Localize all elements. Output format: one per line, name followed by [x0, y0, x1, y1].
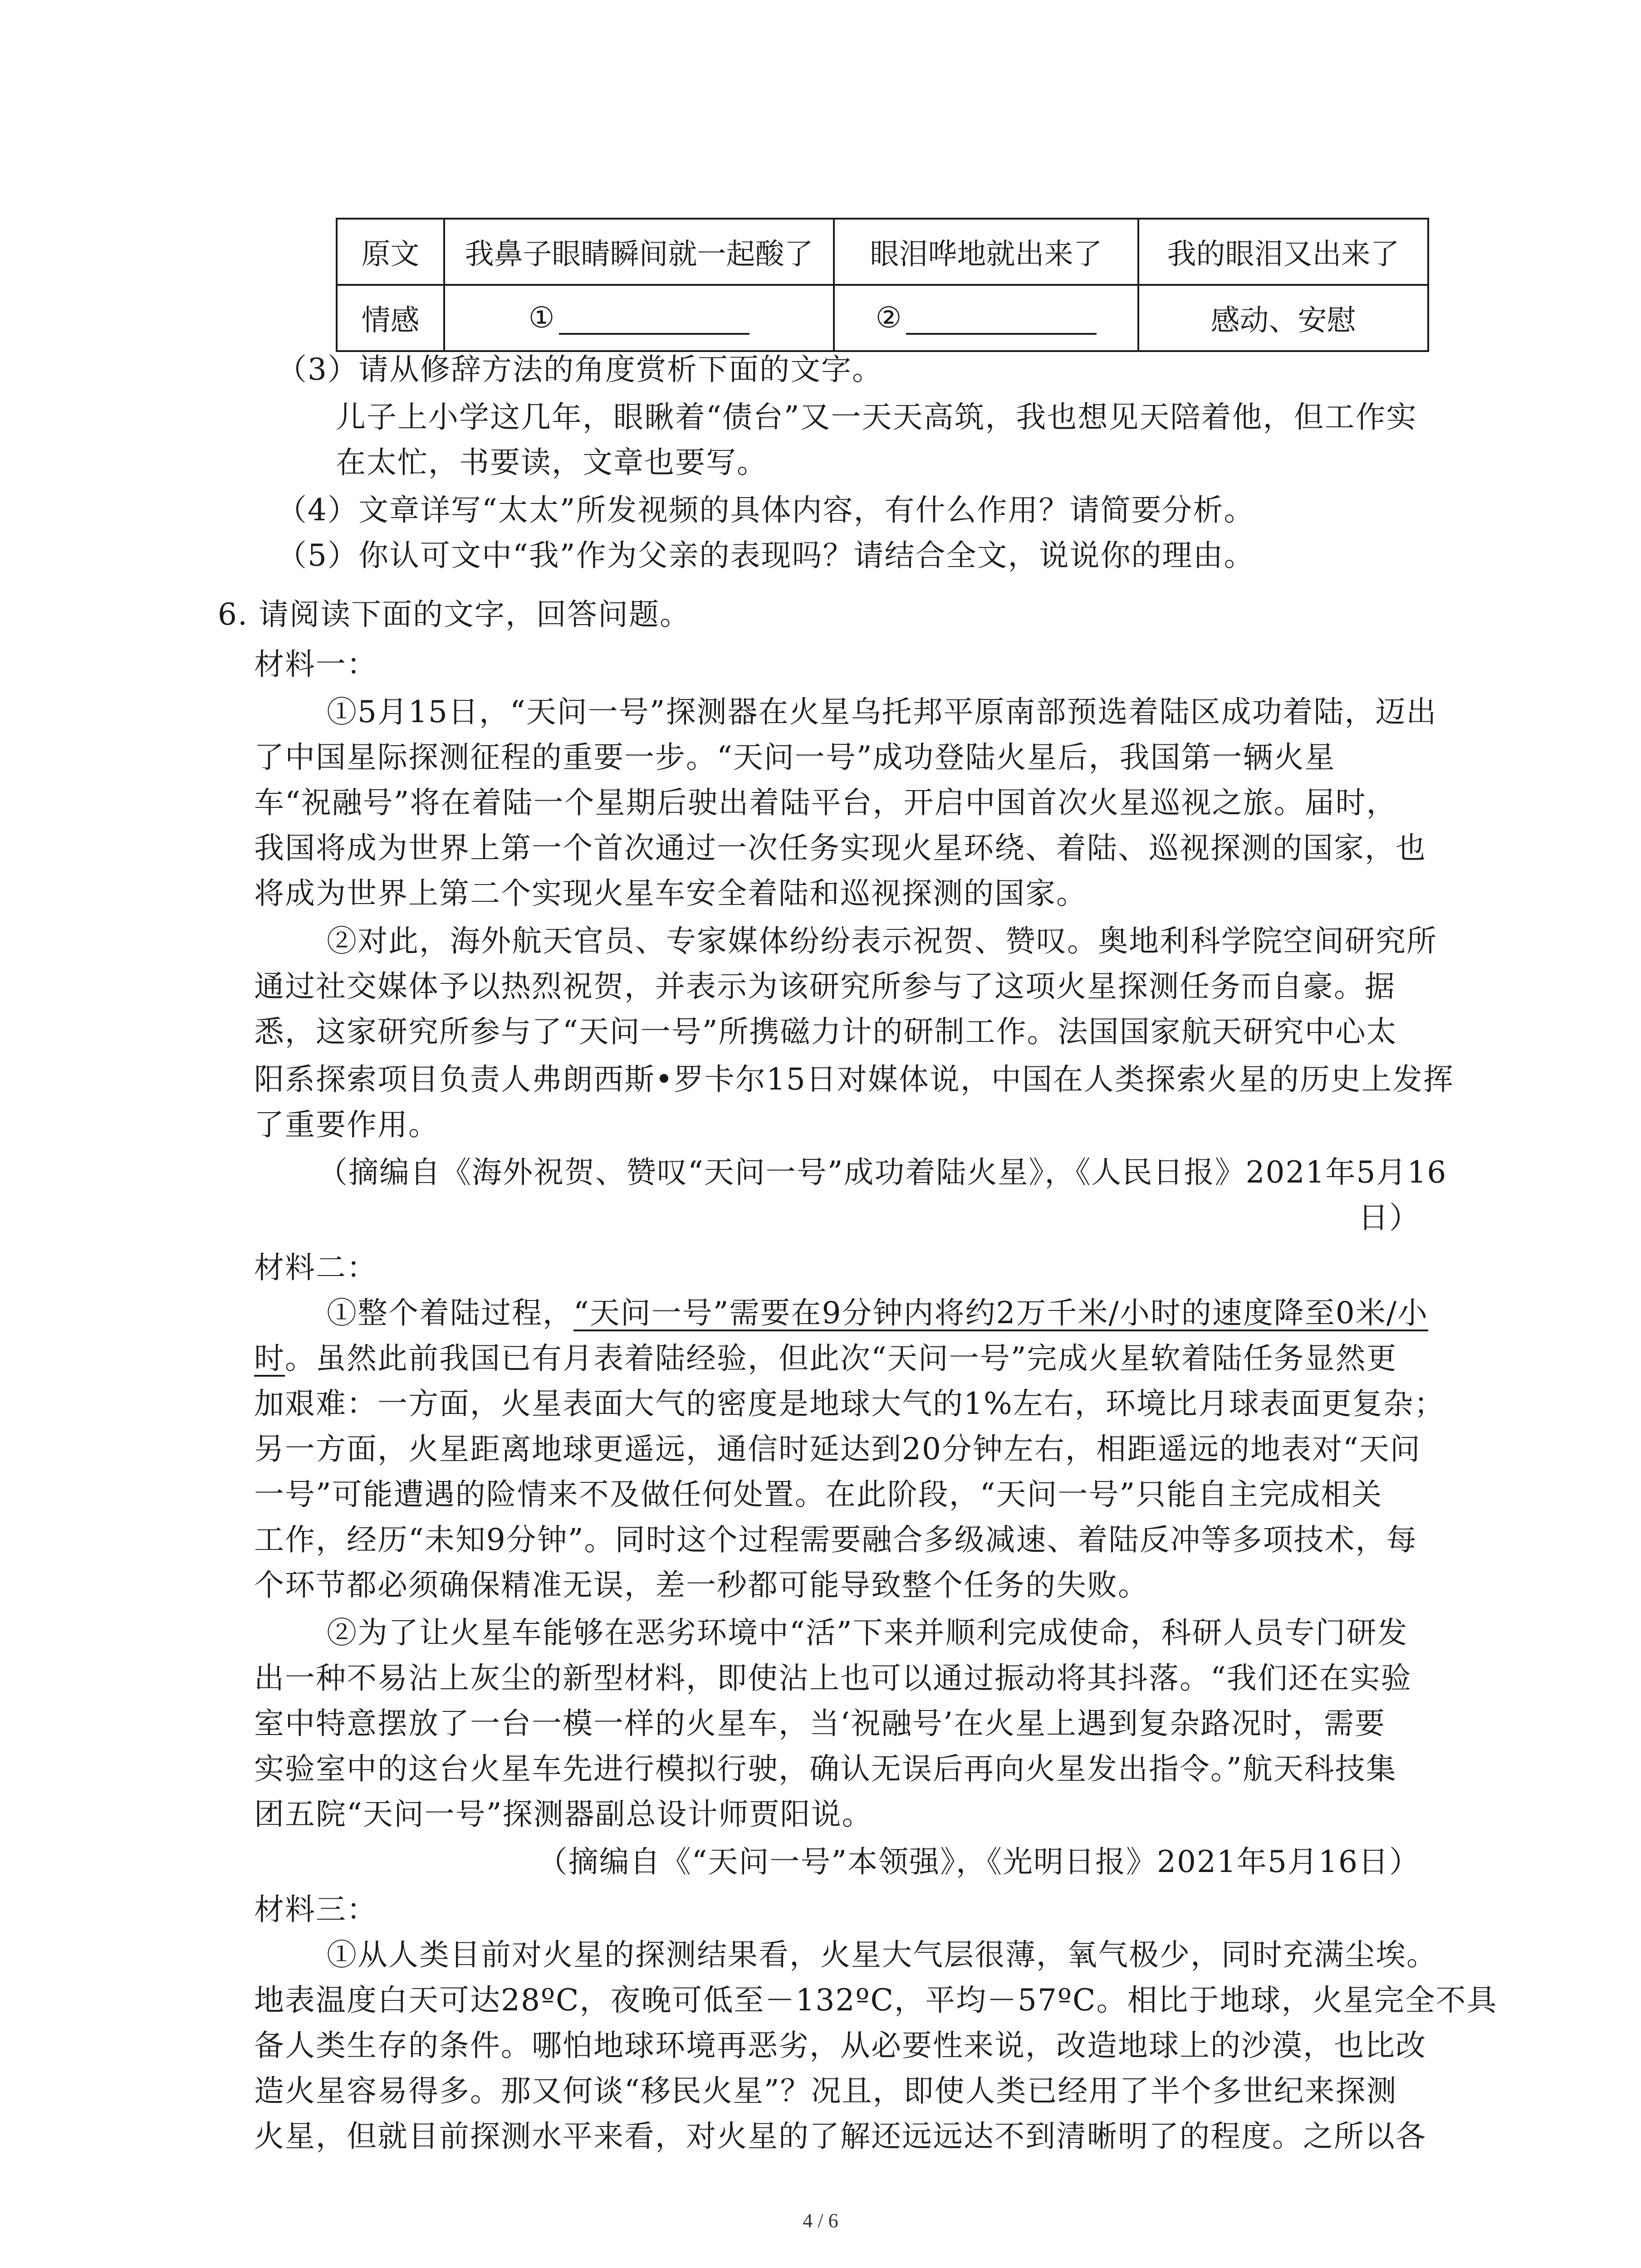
question-4: （4）文章详写“太太”所发视频的具体内容，有什么作用？请简要分析。 [277, 493, 1255, 528]
text-line: 工作，经历“未知9分钟”。同时这个过程需要融合多级减速、着陆反冲等多项技术，每 [254, 1522, 1417, 1557]
text-line: ①从人类目前对火星的探测结果看，火星大气层很薄，氧气极少，同时充满尘埃。 [327, 1937, 1437, 1972]
text-line: 另一方面，火星距离地球更遥远，通信时延达到20分钟左右，相距遥远的地表对“天问 [254, 1432, 1421, 1466]
text-line [254, 1338, 1397, 1379]
table-cell: 原文 [337, 219, 444, 285]
table-cell: 我的眼泪又出来了 [1138, 219, 1428, 285]
material-1-source: （摘编自《海外祝贺、赞叹“天问一号”成功着陆火星》，《人民日报》2021年5月16 [318, 1155, 1447, 1190]
answer-blank[interactable] [906, 301, 1097, 335]
material-2-source: （摘编自《“天问一号”本领强》，《光明日报》2021年5月16日） [537, 1844, 1420, 1879]
text-line: 个环节都必须确保精准无误，差一秒都可能导致整个任务的失败。 [254, 1568, 1149, 1603]
table-cell: 情感 [337, 285, 444, 351]
question-6-title: 6. 请阅读下面的文字，回答问题。 [218, 597, 691, 632]
text-line: ②对此，海外航天官员、专家媒体纷纷表示祝贺、赞叹。奥地利科学院空间研究所 [327, 924, 1437, 958]
text-line: 备人类生存的条件。哪怕地球环境再恶劣，从必要性来说，改造地球上的沙漠，也比改 [254, 2028, 1426, 2063]
answer-blank[interactable] [559, 301, 749, 335]
text-line: 车“祝融号”将在着陆一个星期后驶出着陆平台，开启中国首次火星巡视之旅。届时， [254, 785, 1397, 820]
text-line: 造火星容易得多。那又何谈“移民火星”？况且，即使人类已经用了半个多世纪来探测 [254, 2073, 1397, 2108]
table-cell: 感动、安慰 [1138, 285, 1428, 351]
text-line: ②为了让火星车能够在恶劣环境中“活”下来并顺利完成使命，科研人员专门研发 [327, 1615, 1408, 1650]
text-line: 通过社交媒体予以热烈祝贺，并表示为该研究所参与了这项火星探测任务而自豪。据 [254, 969, 1396, 1004]
question-3-quote: 儿子上小学这几年，眼瞅着“债台”又一天天高筑，我也想见天陪着他，但工作实 [336, 400, 1417, 435]
text-line: 室中特意摆放了一台一模一样的火星车，当‘祝融号’在火星上遇到复杂路况时，需要 [254, 1706, 1386, 1741]
answer-table [336, 218, 1429, 352]
table-row [337, 219, 1428, 285]
table-cell [444, 285, 834, 351]
text-line [327, 1293, 1428, 1334]
material-2-label: 材料二： [254, 1250, 377, 1285]
material-3-label: 材料三： [254, 1892, 377, 1927]
text-line: 了重要作用。 [254, 1107, 439, 1142]
table-cell: 眼泪哗地就出来了 [834, 219, 1138, 285]
table-row [337, 285, 1428, 351]
question-3: （3）请从修辞方法的角度赏析下面的文字。 [277, 352, 883, 387]
text-line: ①5月15日，“天问一号”探测器在火星乌托邦平原南部预选着陆区成功着陆，迈出 [327, 694, 1437, 729]
text-line: 阳系探索项目负责人弗朗西斯•罗卡尔15日对媒体说，中国在人类探索火星的历史上发挥 [254, 1062, 1454, 1097]
question-3-quote: 在太忙，书要读，文章也要写。 [336, 445, 768, 480]
text-line: 一号”可能遭遇的险情来不及做任何处置。在此阶段，“天问一号”只能自主完成相关 [254, 1477, 1383, 1512]
text-segment: 。虽然此前我国已有月表着陆经验，但此次“天问一号”完成火星软着陆任务显然更 [285, 1341, 1397, 1376]
underlined-text: 时 [254, 1341, 285, 1376]
text-line: 团五院“天问一号”探测器副总设计师贾阳说。 [254, 1797, 873, 1832]
underlined-text: “天问一号”需要在9分钟内将约2万千米/小时的速度降至0米/小 [573, 1295, 1428, 1330]
question-5: （5）你认可文中“我”作为父亲的表现吗？请结合全文，说说你的理由。 [277, 538, 1255, 573]
text-segment: ①整个着陆过程， [327, 1295, 573, 1330]
text-line: 出一种不易沾上灰尘的新型材料，即使沾上也可以通过振动将其抖落。“我们还在实验 [254, 1661, 1412, 1696]
text-line: 地表温度白天可达28ºC，夜晚可低至－132ºC，平均－57ºC。相比于地球，火星完全不具 [254, 1983, 1498, 2018]
text-line: 火星，但就目前探测水平来看，对火星的了解还远远达不到清晰明了的程度。之所以各 [254, 2119, 1426, 2154]
text-line: 我国将成为世界上第一个首次通过一次任务实现火星环绕、着陆、巡视探测的国家，也 [254, 831, 1426, 865]
table-cell: 我鼻子眼睛瞬间就一起酸了 [444, 219, 834, 285]
text-line: 了中国星际探测征程的重要一步。“天问一号”成功登陆火星后，我国第一辆火星 [254, 740, 1336, 775]
text-line: 悉，这家研究所参与了“天问一号”所携磁力计的研制工作。法国国家航天研究中心太 [254, 1014, 1397, 1049]
material-1-label: 材料一： [254, 647, 377, 682]
text-line: 加艰难：一方面，火星表面大气的密度是地球大气的1%左右，环境比月球表面更复杂； [254, 1386, 1445, 1421]
blank-marker: ① [528, 301, 555, 335]
table-cell [834, 285, 1138, 351]
blank-marker: ② [875, 301, 902, 335]
text-line: 将成为世界上第二个实现火星车安全着陆和巡视探测的国家。 [254, 876, 1087, 911]
page-number: 4 / 6 [803, 2209, 838, 2232]
material-1-source: 日） [1358, 1200, 1420, 1235]
text-line: 实验室中的这台火星车先进行模拟行驶，确认无误后再向火星发出指令。”航天科技集 [254, 1751, 1397, 1786]
